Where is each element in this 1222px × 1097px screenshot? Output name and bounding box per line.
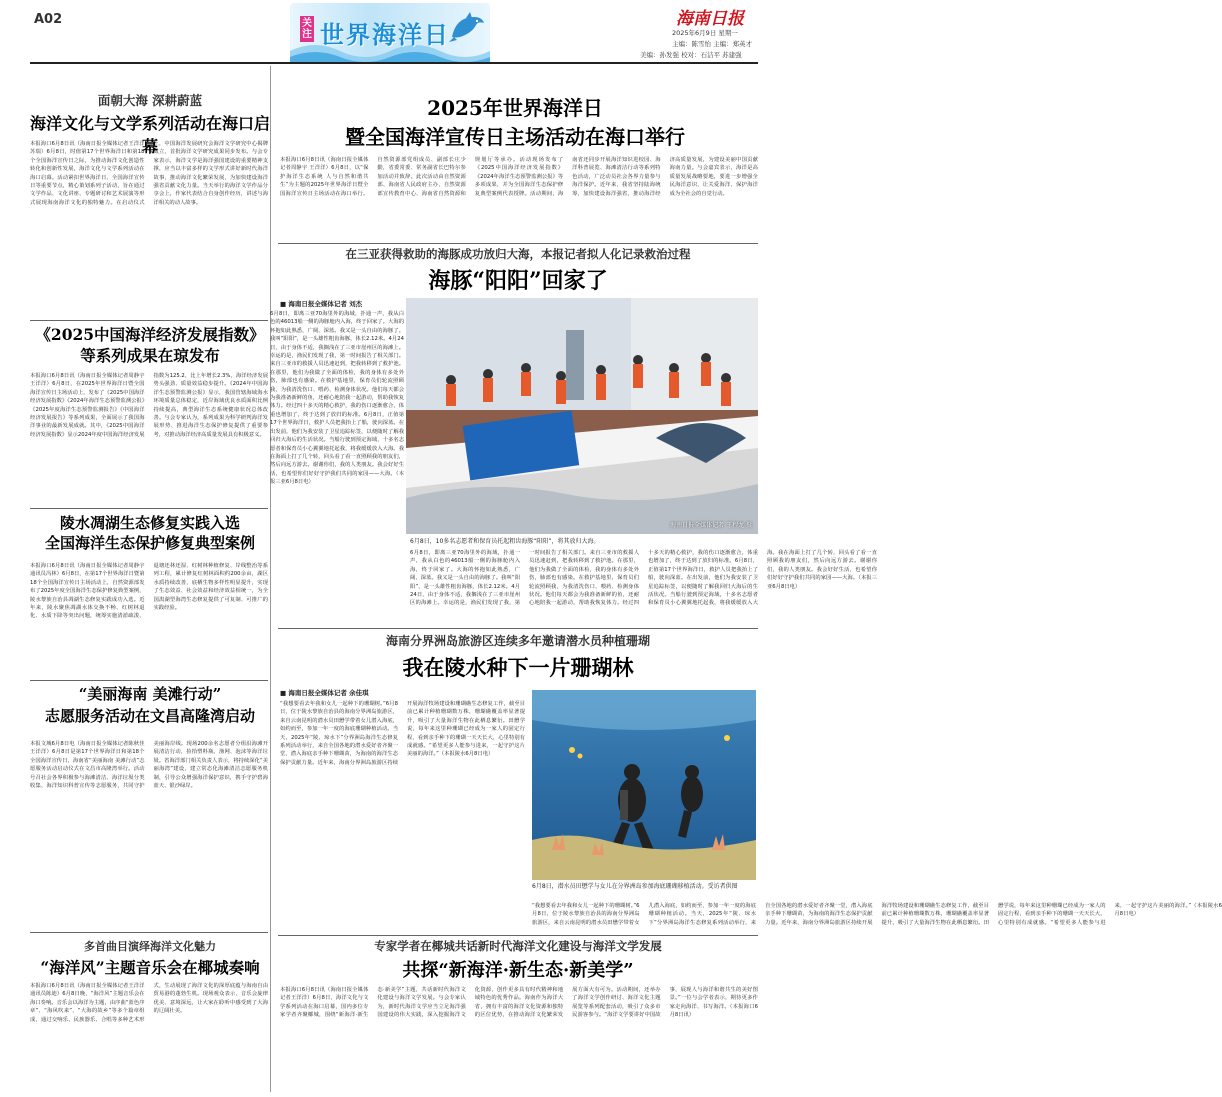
article-kicker: 面朝大海 深耕蔚蓝	[97, 93, 203, 108]
header-divider	[30, 62, 758, 64]
article-divider	[30, 508, 268, 509]
article-body: “我想要看去年我和女儿一起种下的珊瑚树。”6月8日，位于陵水黎族自治县的海南分界洲岛旅游区，来自云南昆明的潜水员田懋学带着女儿潜入海底，如约而至，参加一年一度的海底珊瑚种植活动。当天，2025年“陵、琼水下”分界洲岛海洋生态修复系列活动举行，来自全国各地的潜水爱好者齐聚一堂，潜入海底亲手种下珊瑚苗，为海南的海洋生态保护贡献力量。近年来，海南分界洲岛旅游区持续开展海洋牧场建设和珊瑚礁生态修复工作，截至目前已累计种植珊瑚数万株，珊瑚礁覆盖率显著提升，吸引了大量海洋生物在此栖息繁衍。田懋学说，每年来这里种珊瑚已经成为一家人的固定行程，看到亲手种下的珊瑚一天天长大，心里特别有成就感。“希望更多人能参与进来，一起守护这片美丽的海洋。”（本报陵水6月8日电）	[532, 903, 1222, 926]
article-divider	[30, 680, 268, 681]
diver-icon	[532, 690, 756, 880]
photo-caption: 6月8日，10多名志愿者和保育员托起粗齿海豚“阳阳”，将其放归大海。	[410, 538, 600, 545]
article-headline: “海洋风”主题音乐会在椰城奏响	[40, 958, 260, 977]
ship-icon	[406, 298, 758, 534]
lead-headline: 2025年世界海洋日	[427, 96, 603, 120]
article-body: 本报海口6月8日讯（海南日报全媒体记者王洋洋 通讯员陈迪）6月8日晚，“海洋风”主题音乐会在海口奏响。音乐会以海洋为主题，由序曲“蓝色序章”、“海风吹来”、“大海的故乡”等多个篇章组成，通过交响乐、民族器乐、合唱等多种艺术形式，生动展现了海洋文化的深厚底蕴与海南自由贸易港的蓬勃生机。现场观众表示，音乐会旋律优美、意境深远，让大家在聆听中感受到了大海的辽阔壮美。	[30, 983, 268, 1023]
article-body: 本报文城6月8日电（海南日报全媒体记者陈秋佳 王洋洋）6月8日是第17个世界海洋日和第18个全国海洋宣传日，海南省“美丽海南 美滩行动”志愿服务活动启动仪式在文昌市高隆湾举行。活动号召社会各界积极参与海滩清洁、海洋垃圾分类收集、海洋知识科普宣传等志愿服务，共同守护美丽海岸线。现场200余名志愿者分组沿海滩开展清洁行动，捡拾塑料瓶、渔网、泡沫等海洋垃圾。省海洋部门相关负责人表示，将持续深化“美丽海湾”建设，建立常态化海滩清洁志愿服务机制，引导公众增强海洋保护意识，携手守护碧海蓝天、银沙绿岸。	[30, 741, 268, 790]
topic-banner	[290, 3, 490, 63]
issue-date: 2025年6月9日 星期一	[672, 29, 738, 37]
article-body: 本报海口6月8日讯（海南日报全媒体记者周静宇 王洋洋）6月8日，以“保护海洋生态系统 人与自然和谐共生”为主题的2025年世界海洋日暨全国海洋宣传日主场活动在海口举行。自然资源部党组成员、副部长庄少勤，省委常委、常务副省长巴特尔参加活动并致辞。此次活动由自然资源部、海南省人民政府主办，自然资源部宣传教育中心、海南省自然资源和规划厅等承办。活动现场发布了《2025中国海洋经济发展指数》《2024年海洋生态预警监测公报》等多项成果，并为全国海洋生态保护修复典型案例代表授牌。活动期间，海南省还同步开展海洋知识进校园、海洋科普展览、海滩清洁行动等系列特色活动，广泛动员社会各界力量参与海洋保护。近年来，我省坚持陆海统筹，加快建设海洋强省，推动海洋经济高质量发展，为建设美丽中国贡献海南力量。与会嘉宾表示，海洋是高质量发展战略要地，要进一步增强全民海洋意识，让关爱海洋、保护海洋成为全社会的自觉行动。	[280, 157, 758, 197]
article-byline: ■ 海南日报全媒体记者 余佳琪	[280, 689, 369, 697]
column-divider	[270, 66, 271, 1092]
article-divider	[278, 628, 758, 629]
article-kicker: 海南分界洲岛旅游区连续多年邀请潜水员种植珊瑚	[385, 634, 650, 648]
banner-kicker: 关注	[302, 18, 312, 40]
dolphin-release-photo	[406, 298, 758, 534]
article-body: 本报海口6月8日讯（海南日报全媒体记者周静宇 通讯员冯林）6月8日，在第17个世界海洋日暨第18个全国海洋宣传日主场活动上，自然资源部发布了2025年度全国海洋生态保护修复典型案例，陵水黎族自治县凋湖生态修复实践成功入选。近年来，陵水聚焦凋湖水体交换不畅、红树林退化、水质下降等突出问题，统筹实施清淤疏浚、退塘还林还湿、红树林种植修复、岸线整治等系列工程，累计修复红树林面积约200余亩，湖区水质持续改善，底栖生物多样性明显提升，实现了生态效益、社会效益和经济效益相统一，为全国潟湖型海湾生态修复提供了可复制、可推广的实践经验。	[30, 563, 268, 620]
photo-credit: 海南日报全媒体记者 王程龙 摄	[670, 522, 752, 529]
article-kicker: 在三亚获得救助的海豚成功放归大海，本报记者拟人化记录救治过程	[345, 247, 691, 261]
article-body: 6月8日，即离三亚70海里外的海域，扑通一声，我从白色的46013船一侧的海豚舱内入海，终于回家了。大海的怀抱如此熟悉，广阔、深蓝。我又是一头自由的海豚了。我叫“阳阳”，是一头雄性粗齿海豚，体长2.12米。4月24日，由于身体不适，我搁浅在了三亚市崖州区的海滩上。幸运的是，渔民们发现了我，第一时间报告了相关部门。来自三亚市的救援人员迅速赶到，把我转移到了救护池。在那里，他们为我做了全面的体检，我的身体有多处外伤，肺部也有感染。在救护基地里，保育员们轮流照顾我，为我清洗伤口、喂药、检测身体状况。他们每天都会为我准备新鲜的鱼，还耐心地陪我一起游动，帮助我恢复体力。经过四十多天的精心救护，我的伤口逐渐愈合，体重也增加了，终于达到了放归的标准。6月8日，正值第17个世界海洋日，救护人员把我抬上了船，驶向深蓝。在出发前，他们为我安装了卫星追踪标签，以便随时了解我回归大海后的生活状况。当船行驶到预定海域，十多名志愿者和保育员小心翼翼地托起我，将我缓缓放入大海。我在海面上打了几个转，回头看了看一直照顾我的朋友们，然后向远方游去。谢谢你们，我的人类朋友。我会好好生活，也希望你们好好守护我们共同的家园——大海。（本报三亚6月8日电）	[270, 311, 404, 486]
article-headline: 陵水凋湖生态修复实践入选	[59, 514, 240, 532]
article-headline: 等系列成果在琼发布	[80, 346, 220, 365]
article-kicker: 专家学者在椰城共话新时代海洋文化建设与海洋文学发展	[374, 939, 662, 953]
article-body: “我想要看去年我和女儿一起种下的珊瑚树。”6月8日，位于陵水黎族自治县的海南分界洲岛旅游区，来自云南昆明的潜水员田懋学带着女儿潜入海底，如约而至，参加一年一度的海底珊瑚种植活动。当天，2025年“陵、琼水下”分界洲岛海洋生态修复系列活动举行，来自全国各地的潜水爱好者齐聚一堂，潜入海底亲手种下珊瑚苗，为海南的海洋生态保护贡献力量。近年来，海南分界洲岛旅游区持续开展海洋牧场建设和珊瑚礁生态修复工作，截至目前已累计种植珊瑚数万株，珊瑚礁覆盖率显著提升，吸引了大量海洋生物在此栖息繁衍。田懋学说，每年来这里种珊瑚已经成为一家人的固定行程，看到亲手种下的珊瑚一天天长大，心里特别有成就感。“希望更多人能参与进来，一起守护这片美丽的海洋。”（本报陵水6月8日电）	[280, 701, 525, 766]
article-headline: 全国海洋生态保护修复典型案例	[44, 534, 255, 552]
article-headline: 共探“新海洋·新生态·新美学”	[402, 960, 634, 981]
article-divider	[278, 935, 758, 936]
article-headline: 我在陵水种下一片珊瑚林	[402, 655, 634, 680]
article-divider	[30, 320, 268, 321]
article-byline: ■ 海南日报全媒体记者 刘杰	[280, 300, 363, 308]
article-body: 6月8日，即离三亚70海里外的海域，扑通一声，我从白色的46013船一侧的海豚舱内入海，终于回家了。大海的怀抱如此熟悉，广阔、深蓝。我又是一头自由的海豚了。我叫“阳阳”，是一头雄性粗齿海豚，体长2.12米。4月24日，由于身体不适，我搁浅在了三亚市崖州区的海滩上。幸运的是，渔民们发现了我，第一时间报告了相关部门。来自三亚市的救援人员迅速赶到，把我转移到了救护池。在那里，他们为我做了全面的体检，我的身体有多处外伤，肺部也有感染。在救护基地里，保育员们轮流照顾我，为我清洗伤口、喂药、检测身体状况。他们每天都会为我准备新鲜的鱼，还耐心地陪我一起游动，帮助我恢复体力。经过四十多天的精心救护，我的伤口逐渐愈合，体重也增加了，终于达到了放归的标准。6月8日，正值第17个世界海洋日，救护人员把我抬上了船，驶向深蓝。在出发前，他们为我安装了卫星追踪标签，以便随时了解我回归大海后的生活状况。当船行驶到预定海域，十多名志愿者和保育员小心翼翼地托起我，将我缓缓放入大海。我在海面上打了几个转，回头看了看一直照顾我的朋友们，然后向远方游去。谢谢你们，我的人类朋友。我会好好生活，也希望你们好好守护我们共同的家园——大海。（本报三亚6月8日电）	[410, 550, 877, 607]
article-body: 本报海口6月8日讯（海南日报全媒体记者周静宇 王洋洋）6月8日，在2025年世界海洋日暨全国海洋宣传日主场活动上，发布了《2025中国海洋经济发展指数》《2024年海洋生态预警监测公报》《2025年度海洋生态预警监测报告》《中国海洋经济发展报告》等系列成果，全面展示了我国海洋事业的最新发展成就。其中，《2025中国海洋经济发展指数》显示2024年度中国海洋经济发展指数为125.2，比上年增长2.3%，海洋经济发展势头强劲、质量效益稳步提升。《2024年中国海洋生态预警监测公报》显示，我国管辖海域海水环境质量总体稳定，近岸海域优良水质面积比例持续提高，典型海洋生态系统健康状况总体改善。与会专家认为，系列成果为科学研判海洋发展形势、推进海洋生态保护修复提供了重要参考，对推动海洋经济高质量发展具有积极意义。	[30, 373, 268, 438]
article-divider	[278, 243, 758, 244]
page-number: A02	[34, 12, 63, 27]
article-body: 本报海口6月8日讯（海南日报全媒体记者王洋洋 苏瑞）6月8日，时值第17个世界海洋日和第18个全国海洋宣传日之际，为推动海洋文化创造性转化和创新性发展，海洋文化与文学系列活动在海口启幕。活动紧扣世界海洋日、全国海洋宣传日等重要节点，精心策划系列子活动，旨在通过文学作品、文化讲座、专题研讨和艺术展演等形式展现海南海洋文化的独特魅力。在启动仪式上，中国海洋发展研究会海洋文学研究中心揭牌成立，首批海洋文学研究成果同步发布。与会专家表示，海洋文学是海洋强国建设的重要精神支撑，应当以丰富多样的文学形式讲好新时代海洋故事，推动海洋文化繁荣发展，为加快建设海洋强省贡献文化力量。当天举行的海洋文学作品分享会上，作家代表结合自身创作经历，讲述与海洋相关的动人故事。	[30, 141, 268, 206]
dolphin-icon	[448, 11, 486, 45]
article-divider	[30, 932, 268, 933]
article-headline: 海洋文化与文学系列活动在海口启幕	[30, 114, 271, 156]
lead-headline: 暨全国海洋宣传日主场活动在海口举行	[345, 125, 685, 149]
coral-planting-photo	[532, 690, 756, 880]
paper-name: 海南日报	[676, 9, 744, 29]
article-headline: “美丽海南 美滩行动”	[78, 685, 222, 703]
article-kicker: 多首曲目演绎海洋文化魅力	[84, 940, 216, 953]
editor-line: 主编：陈雪怡 主编：郑英才	[672, 40, 753, 48]
article-headline: 志愿服务活动在文昌高隆湾启动	[44, 707, 255, 725]
article-headline: 海豚“阳阳”回家了	[428, 268, 608, 294]
photo-caption: 6月8日，潜水员田懋学与女儿在分界洲岛参加海底珊瑚移植活动。受访者供图	[532, 883, 738, 890]
article-body: 本报海口6月8日讯（海南日报全媒体记者王洋洋）6月8日，海洋文化与文学系列活动在海口启幕，国内多位专家学者齐聚椰城，围绕“新海洋·新生态·新美学”主题，共话新时代海洋文化建设与海洋文学发展。与会专家认为，新时代海洋文学应当立足海洋强国建设的伟大实践，深入挖掘海洋文化资源，创作更多具有时代精神和地域特色的优秀作品。海南作为海洋大省，拥有丰富的海洋文化资源和独特的区位优势，在推动海洋文化繁荣发展方面大有可为。活动期间，还举办了海洋文学创作研讨、海洋文化主题展览等系列配套活动，吸引了众多市民游客参与。“海洋文学要讲好中国故事，展现人与海洋和谐共生的美好图景。”一位与会学者表示，期待更多作家走向海洋、书写海洋。（本报海口6月8日讯）	[280, 987, 758, 1019]
banner-title: 世界海洋日	[320, 20, 450, 49]
editor-line: 美编：孙发强 校对：石洁平 苏建强	[640, 51, 742, 59]
article-headline: 《2025中国海洋经济发展指数》	[35, 325, 265, 344]
